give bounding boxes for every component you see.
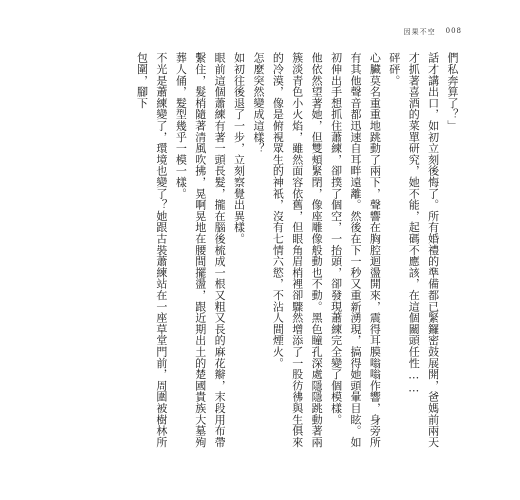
paragraph: 心臟莫名重重地跳動了兩下，聲響在胸腔迴盪開來，震得耳膜嗡嗡作響，身旁所有其他聲音都迅速自耳畔遠離。然後在下一秒又重新湧現，搞得她頭暈目眩。如初伸出手想抓住蕭練，卻撲了個空，一抬頭，卻發現蕭練完全變了個模樣。 — [329, 52, 382, 448]
paragraph: 他依然望著她，但雙頰緊閉，像座雕像般動也不動。黑色瞳孔深處隱隱跳動著兩簇淡青色小火焰，雖然面容依舊，但眼角眉梢裡卻驟然增添了一股彷彿與生俱來的冷漠，像是俯視眾生的神祇，沒有七情六慾，不沾人間煙火。 — [271, 52, 324, 448]
paragraph: 怎麼突然變成這樣？ — [251, 52, 265, 154]
paragraph: 不光是蕭練變了，環境也變了？她跟古裝蕭練站在一座草堂門前，周圍被樹林所包圍，腳下 — [135, 52, 168, 448]
vertical-text-body — [42, 52, 462, 452]
paragraph: 們私奔算了？」 — [446, 52, 459, 132]
running-title: 因果不空 — [403, 28, 436, 36]
running-header — [404, 27, 462, 37]
paragraph: 眼前這個蕭練有著一頭長髮，攏在腦後梳成一根又粗又長的麻花辮，末段用布帶繫住，髮梢隨著清風吹拂，晃啊晃地在腰間擺盪，跟近期出土的楚國貴族大墓殉葬人俑，髮型幾乎一模一樣。 — [174, 52, 227, 448]
page-number: 008 — [445, 27, 462, 35]
paragraph: 如初往後退了一步，立刻察覺出異樣。 — [232, 52, 246, 245]
paragraph: 砰砰。 — [387, 52, 401, 86]
paragraph: 話才講出口，如初立刻後悔了。所有婚禮的準備都已緊鑼密鼓展開，爸媽前兩天才抓著喜酒的菜單研究，她不能，起碼不應該，在這個關頭任性…… — [407, 52, 440, 448]
